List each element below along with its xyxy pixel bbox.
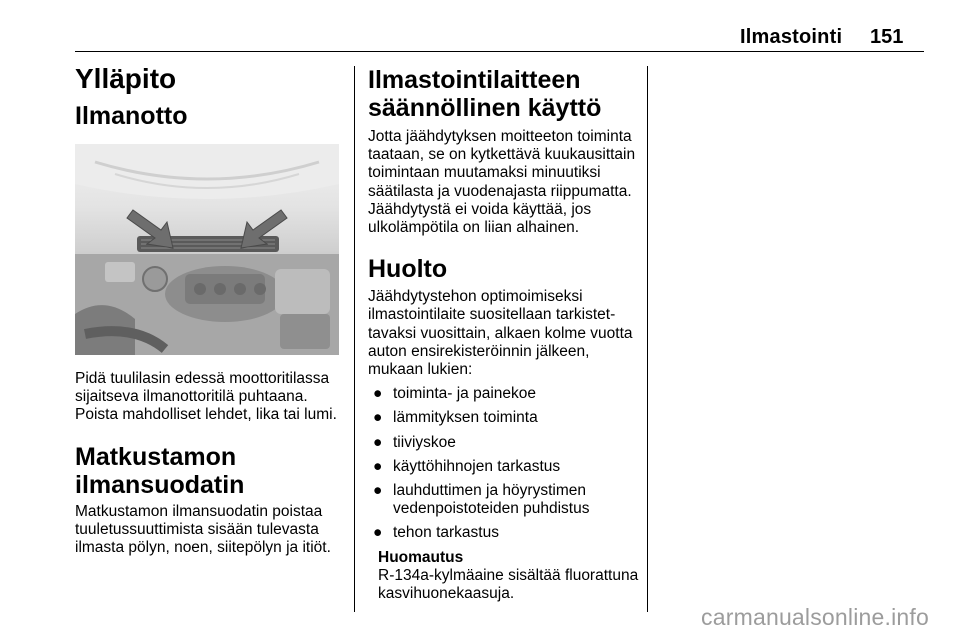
engine-bay-illustration: [75, 144, 339, 355]
engine-bay-photo: [75, 144, 339, 355]
list-item: ● tehon tarkastus: [373, 524, 499, 542]
column-2: [368, 66, 643, 603]
regular-use-paragraph: Jotta jäähdytyksen moitteeton toiminta taataan, se on kytkettävä kuukausittain toimintaan muutamaksi minuutiksi säätilasta ja vuodenajasta riippumatta. Jäähdytystä ei voida käyttää, jos ulkolämpötila on liian alhainen.: [368, 128, 636, 237]
note-box: [378, 549, 643, 603]
header-title: Ilmastointi: [740, 26, 843, 48]
arrow-left-icon: [127, 210, 173, 248]
subsection-heading-cabin-filter: Matkustamon ilmansuodatin: [75, 442, 245, 499]
cabin-filter-paragraph: Matkustamon ilmansuodatin poistaa tuuletussuuttimista sisään tulevasta ilmasta pölyn, noen, siitepölyn ja itiöt.: [75, 502, 331, 557]
list-item: ● käyttöhihnojen tarkastus: [373, 457, 561, 475]
note-text: R-134a-kylmäaine sisältää fluorattuna kasvihuonekaasuja.: [378, 566, 639, 602]
page-number: 151: [870, 26, 904, 48]
service-checklist: [368, 385, 643, 542]
subsection-heading-regular-use: Ilmastointilaitteen säännöllinen käyttö: [368, 66, 602, 122]
list-item: ● tiiviyskoe: [373, 433, 456, 451]
watermark: carmanualsonline.info: [701, 604, 929, 630]
column-1: [75, 62, 347, 557]
bullet-icon: ●: [373, 385, 383, 403]
header-rule: [75, 51, 924, 52]
bullet-icon: ●: [373, 409, 383, 427]
list-item: ● toiminta- ja painekoe: [373, 385, 537, 403]
column-divider-right: [647, 66, 648, 612]
list-item: ● lämmityksen toiminta: [373, 409, 538, 427]
column-divider-left: [354, 66, 355, 612]
note-title: Huomautus: [378, 548, 464, 566]
bullet-icon: ●: [373, 482, 383, 500]
bullet-icon: ●: [373, 457, 383, 475]
section-heading: Ylläpito: [75, 63, 177, 94]
bullet-icon: ●: [373, 433, 383, 451]
air-intake-paragraph: Pidä tuulilasin edessä moottoritilassa sijaitseva ilmanottoritilä puhtaana. Poista mahdolliset lehdet, lika tai lumi.: [75, 370, 337, 424]
list-item: ● lauhduttimen ja höyrystimen vedenpoistoteiden puhdistus: [373, 482, 590, 518]
arrow-right-icon: [241, 210, 287, 248]
subsection-heading-air-intake: Ilmanotto: [75, 102, 188, 130]
bullet-icon: ●: [373, 524, 383, 542]
service-paragraph: Jäähdytystehon optimoimiseksi ilmastointilaite suositellaan tarkistettavaksi vuosittain, alkaen kolme vuotta auton ensirekisteröinnin jälkeen, mukaan lukien:: [368, 288, 633, 379]
subsection-heading-service: Huolto: [368, 255, 448, 284]
